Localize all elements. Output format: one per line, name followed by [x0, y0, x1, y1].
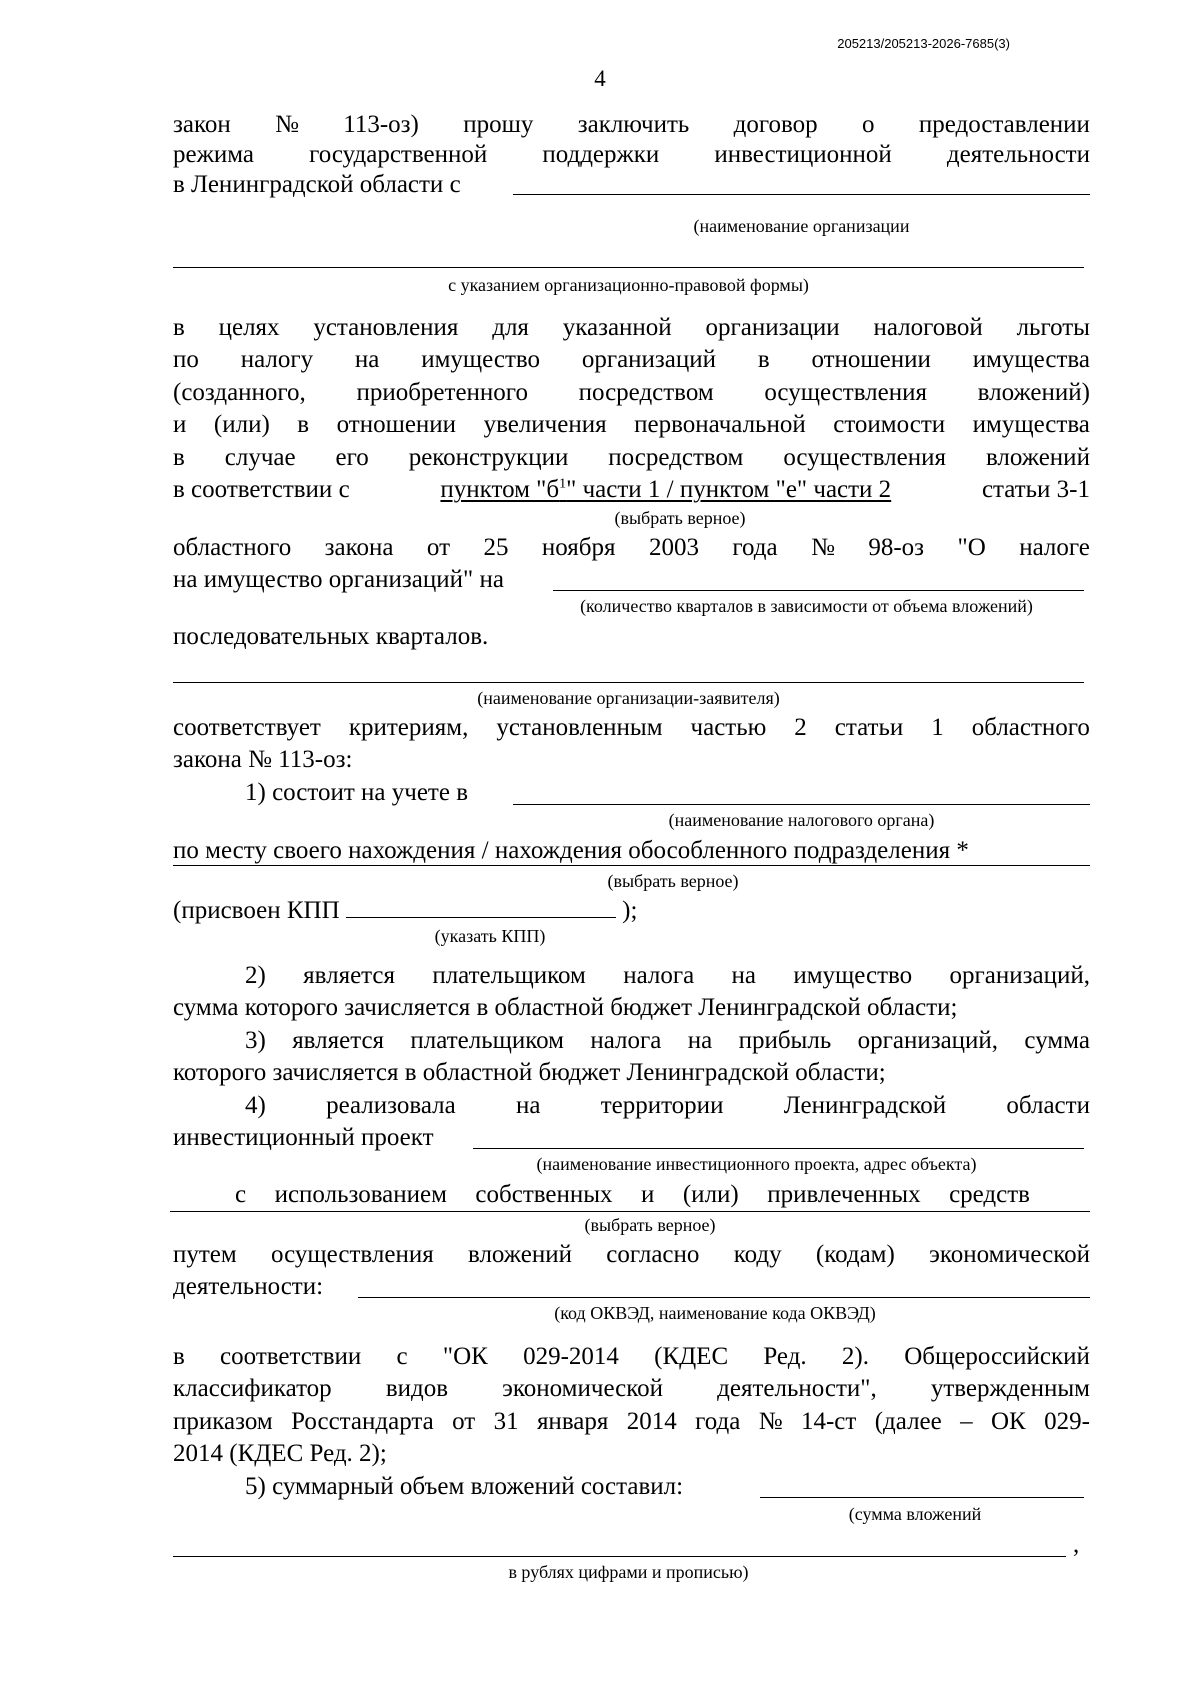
- word: на: [515, 1092, 541, 1119]
- p2-line-1: [173, 313, 1090, 342]
- word: "О: [957, 534, 986, 561]
- word: в: [757, 346, 770, 373]
- word: статьи: [834, 714, 904, 741]
- word: 31: [493, 1408, 519, 1435]
- word: частью: [690, 714, 767, 741]
- word: поддержки: [542, 141, 660, 168]
- word: ОК: [991, 1408, 1026, 1435]
- p1-line-3-text: в Ленинградской области с: [173, 171, 461, 198]
- item-3-line-1: [245, 1026, 1090, 1055]
- sum-field[interactable]: [760, 1497, 1084, 1498]
- word: реконструкции: [408, 444, 569, 471]
- item-3-line-2: [173, 1058, 1090, 1087]
- word: экономической: [502, 1375, 664, 1402]
- tax-authority-field[interactable]: [513, 804, 1090, 805]
- word: экономической: [929, 1241, 1090, 1268]
- word: соответствует: [173, 714, 321, 741]
- word: организаций,: [949, 962, 1090, 989]
- word: и: [173, 411, 187, 438]
- word: 2: [794, 714, 807, 741]
- word: (или): [213, 411, 270, 438]
- word: на: [354, 346, 380, 373]
- word: является: [303, 962, 396, 989]
- word: плательщиком: [432, 962, 586, 989]
- word: имущество: [793, 962, 913, 989]
- item-2-line-1: [245, 961, 1090, 990]
- word: налоге: [1019, 534, 1090, 561]
- ok-line-2: [173, 1374, 1090, 1403]
- word: по: [173, 346, 199, 373]
- place-choice: по месту своего нахождения / нахождения обособленного подразделения *: [173, 836, 1090, 866]
- page-number: 4: [594, 66, 606, 91]
- p2-line-5: [173, 443, 1090, 472]
- word: (кодам): [815, 1241, 895, 1268]
- word: января: [536, 1408, 609, 1435]
- item-1: [245, 778, 1090, 807]
- word: имущества: [972, 411, 1090, 438]
- p2-line-6: [173, 475, 1090, 504]
- point-choice-a: пунктом "б: [440, 476, 560, 503]
- word: вложений): [977, 379, 1090, 406]
- p3-line-1: [173, 713, 1090, 742]
- kpp-open: (присвоен КПП: [173, 897, 340, 924]
- word: является: [292, 1027, 385, 1054]
- word: заключить: [577, 111, 690, 138]
- word: ноября: [541, 534, 616, 561]
- p2-line-8-text: на имущество организаций" на: [173, 566, 504, 593]
- word: с: [396, 1343, 408, 1370]
- caption-sum-2: в рублях цифрами и прописью): [508, 1562, 749, 1582]
- word: области: [1006, 1092, 1090, 1119]
- word: областного: [173, 534, 292, 561]
- item-1-text: 1) состоит на учете в: [245, 779, 469, 806]
- word: сумма: [1024, 1027, 1090, 1054]
- word: №: [275, 111, 299, 138]
- document-id: 205213/205213-2026-7685(3): [837, 36, 1010, 51]
- word: 2014: [626, 1408, 677, 1435]
- word: 4): [245, 1092, 266, 1119]
- word: осуществления: [783, 444, 946, 471]
- kpp-close: );: [622, 897, 638, 924]
- word: 3): [245, 1027, 266, 1054]
- funds-choice[interactable]: [235, 1180, 1030, 1209]
- p1-line-2: [173, 140, 1090, 169]
- word: –: [960, 1408, 973, 1435]
- sum-words-field[interactable]: [173, 1556, 1066, 1557]
- word: указанной: [562, 314, 672, 341]
- caption-choose-funds: (выбрать верное): [584, 1215, 716, 1235]
- word: в: [297, 411, 310, 438]
- sum-comma-text: ,: [1073, 1531, 1080, 1558]
- word: посредством: [578, 379, 714, 406]
- word: 029-: [1044, 1408, 1090, 1435]
- word: налога: [590, 1027, 662, 1054]
- caption-org-form: с указанием организационно-правовой формы): [448, 275, 809, 295]
- word: в: [173, 1343, 185, 1370]
- word: вложений: [985, 444, 1090, 471]
- p2-line-7: [173, 533, 1090, 562]
- word: льготы: [1016, 314, 1090, 341]
- ok-line-4-text: 2014 (КДЕС Ред. 2);: [173, 1440, 387, 1467]
- word: прошу: [463, 111, 534, 138]
- word: деятельности",: [717, 1375, 877, 1402]
- word: (или): [682, 1181, 739, 1208]
- caption-quarters: (количество кварталов в зависимости от объема вложений): [580, 596, 1033, 616]
- word: договор: [733, 111, 818, 138]
- word: от: [452, 1408, 476, 1435]
- p2-line-4: [173, 410, 1090, 439]
- point-choice[interactable]: [440, 475, 891, 504]
- word: использованием: [274, 1181, 447, 1208]
- word: осуществления: [764, 379, 927, 406]
- word: имущество: [421, 346, 541, 373]
- p3-line-2: [173, 745, 1090, 774]
- p2-line-9-text: последовательных кварталов.: [173, 623, 489, 650]
- item-1-place[interactable]: [173, 836, 1090, 866]
- word: территории: [600, 1092, 724, 1119]
- p2-line-2: [173, 345, 1090, 374]
- word: имущества: [972, 346, 1090, 373]
- word: стоимости: [833, 411, 946, 438]
- item-2-line-2-text: сумма которого зачисляется в областной бюджет Ленинградской области;: [173, 994, 958, 1021]
- word: классификатор: [173, 1375, 332, 1402]
- word: 113-оз): [343, 111, 419, 138]
- ok-line-3: [173, 1407, 1090, 1436]
- word: соответствии: [220, 1343, 362, 1370]
- word: режима: [173, 141, 254, 168]
- word: налога: [623, 962, 695, 989]
- p2-line-9: [173, 622, 1090, 651]
- word: первоначальной: [634, 411, 806, 438]
- item-4-line-4-text: деятельности:: [173, 1273, 324, 1300]
- word: предоставлении: [918, 111, 1090, 138]
- word: целях: [218, 314, 280, 341]
- word: в: [173, 444, 185, 471]
- word: налогу: [240, 346, 314, 373]
- word: инвестиционной: [714, 141, 892, 168]
- word: Росстандарта: [291, 1408, 434, 1435]
- org-name-field[interactable]: [513, 194, 1090, 195]
- word: реализовала: [326, 1092, 456, 1119]
- word: (далее: [874, 1408, 942, 1435]
- word: осуществления: [271, 1241, 434, 1268]
- word: Общероссийский: [904, 1343, 1090, 1370]
- word: государственной: [309, 141, 488, 168]
- word: (КДЕС: [654, 1343, 729, 1370]
- word: организации: [705, 314, 840, 341]
- word: закона: [324, 534, 394, 561]
- item-5-text: 5) суммарный объем вложений составил:: [245, 1473, 684, 1500]
- ok-line-1: [173, 1342, 1090, 1371]
- word: вложений: [467, 1241, 572, 1268]
- word: и: [641, 1181, 655, 1208]
- word: установления: [313, 314, 459, 341]
- item-4-line-3: [173, 1240, 1090, 1269]
- word: деятельности: [946, 141, 1090, 168]
- word: закон: [173, 111, 231, 138]
- word: приказом: [173, 1408, 273, 1435]
- point-choice-sup: 1: [559, 476, 567, 492]
- word: 2003: [648, 534, 699, 561]
- p2-line-3: [173, 378, 1090, 407]
- item-4-line-1: [245, 1091, 1090, 1120]
- p2-line-6-suffix: статьи 3-1: [981, 476, 1090, 503]
- funds-underline: [170, 1211, 1090, 1212]
- word: №: [758, 1408, 783, 1435]
- word: №: [811, 534, 835, 561]
- word: согласно: [606, 1241, 700, 1268]
- word: установленным: [496, 714, 663, 741]
- caption-applicant: (наименование организации-заявителя): [477, 688, 780, 708]
- word: собственных: [475, 1181, 613, 1208]
- word: путем: [173, 1241, 237, 1268]
- caption-okved: (код ОКВЭД, наименование кода ОКВЭД): [554, 1303, 876, 1323]
- item-4-line-2-text: инвестиционный проект: [173, 1124, 434, 1151]
- word: отношении: [336, 411, 457, 438]
- word: организаций: [581, 346, 717, 373]
- word: о: [862, 111, 875, 138]
- word: в: [173, 314, 185, 341]
- caption-choose-place: (выбрать верное): [607, 871, 739, 891]
- kpp-line: [173, 896, 1090, 925]
- word: 029-2014: [523, 1343, 619, 1370]
- word: его: [335, 444, 369, 471]
- word: коду: [733, 1241, 782, 1268]
- p1-line-1: [173, 110, 1090, 139]
- okved-field[interactable]: [358, 1297, 1090, 1298]
- org-form-field[interactable]: [173, 267, 1084, 268]
- word: от: [426, 534, 451, 561]
- word: прибыль: [738, 1027, 832, 1054]
- word: 1: [931, 714, 944, 741]
- word: утвержденным: [930, 1375, 1090, 1402]
- p3-line-2-text: закона № 113-оз:: [173, 746, 353, 773]
- word: отношении: [811, 346, 931, 373]
- word: (созданного,: [173, 379, 306, 406]
- word: случае: [224, 444, 296, 471]
- word: на: [687, 1027, 713, 1054]
- word: на: [731, 962, 757, 989]
- point-choice-b: " части 1 / пунктом "е" части 2: [566, 476, 892, 503]
- word: Ленинградской: [783, 1092, 947, 1119]
- caption-tax-authority: (наименование налогового органа): [668, 810, 935, 830]
- word: приобретенного: [356, 379, 528, 406]
- caption-kpp: (указать КПП): [434, 926, 546, 946]
- word: 2): [245, 962, 266, 989]
- ok-line-4: [173, 1439, 1090, 1468]
- word: года: [732, 534, 778, 561]
- word: налоговой: [873, 314, 983, 341]
- item-2-line-2: [173, 993, 1090, 1022]
- caption-choose-point: (выбрать верное): [614, 508, 746, 528]
- sum-comma: [1073, 1530, 1093, 1559]
- word: 25: [483, 534, 509, 561]
- caption-project: (наименование инвестиционного проекта, адрес объекта): [536, 1154, 977, 1174]
- word: организаций,: [857, 1027, 999, 1054]
- caption-org-name: (наименование организации: [693, 216, 910, 236]
- item-3-line-2-text: которого зачисляется в областной бюджет Ленинградской области;: [173, 1059, 886, 1086]
- word: 14-ст: [800, 1408, 857, 1435]
- word: с: [235, 1181, 247, 1208]
- caption-sum-1: (сумма вложений: [848, 1504, 982, 1524]
- quarters-field[interactable]: [553, 590, 1084, 591]
- word: плательщиком: [410, 1027, 564, 1054]
- word: года: [695, 1408, 741, 1435]
- word: средств: [949, 1181, 1030, 1208]
- word: привлеченных: [767, 1181, 921, 1208]
- word: 98-оз: [868, 534, 925, 561]
- word: "ОК: [442, 1343, 488, 1370]
- applicant-name-field[interactable]: [173, 682, 1084, 683]
- word: критериям,: [348, 714, 469, 741]
- kpp-field[interactable]: [346, 897, 616, 918]
- word: для: [492, 314, 529, 341]
- word: посредством: [608, 444, 744, 471]
- word: увеличения: [483, 411, 607, 438]
- word: областного: [971, 714, 1090, 741]
- p2-line-6-prefix: в соответствии с: [173, 476, 350, 503]
- project-field[interactable]: [473, 1148, 1084, 1149]
- word: 2).: [841, 1343, 869, 1370]
- word: Ред.: [763, 1343, 807, 1370]
- word: видов: [385, 1375, 449, 1402]
